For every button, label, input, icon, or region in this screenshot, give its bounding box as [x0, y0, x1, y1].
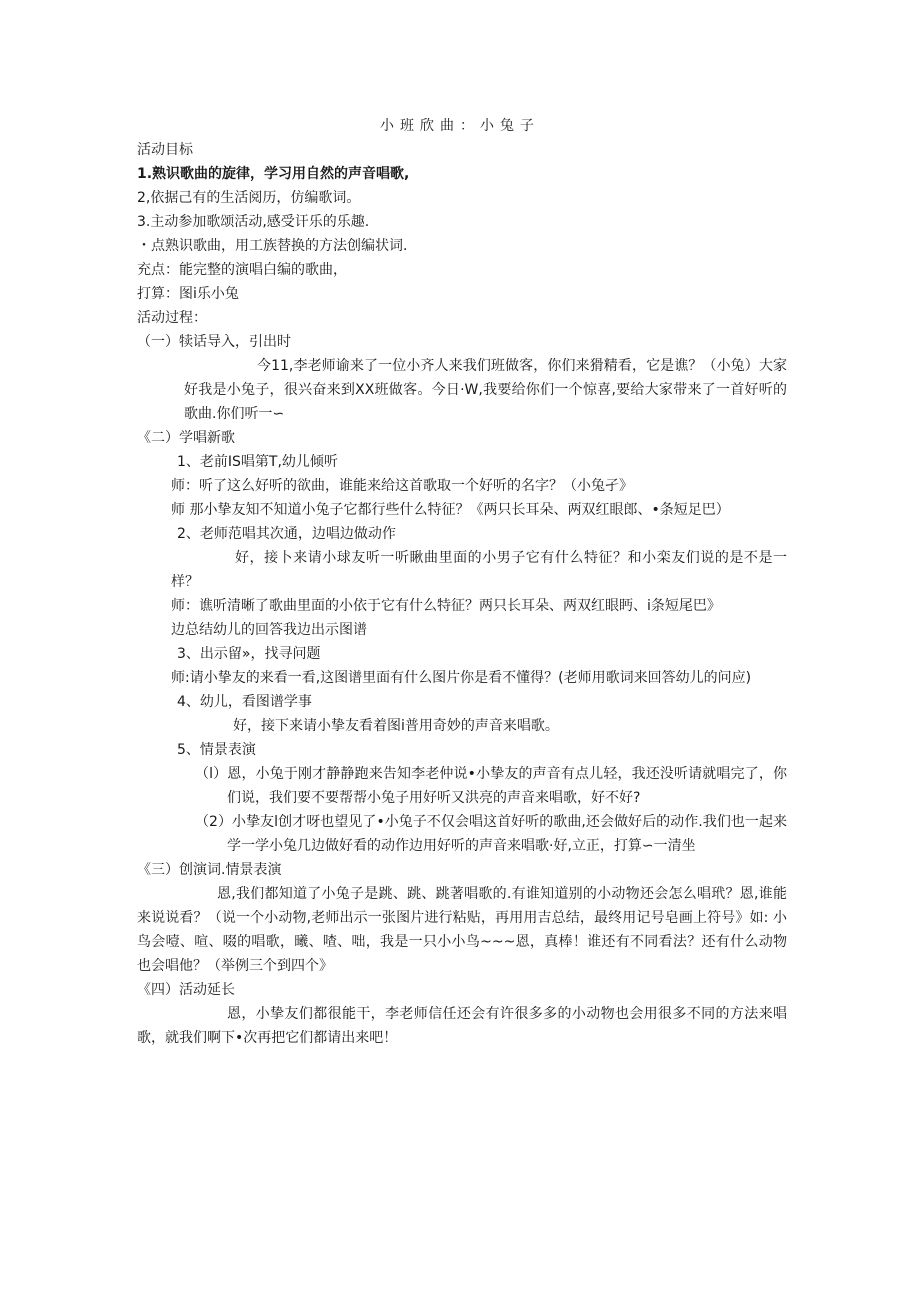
- goal-item-2: [137, 186, 787, 210]
- step4-paragraph: 好，接下来请小挚友看着图i普用奇妙的声音来唱歌。: [233, 718, 559, 734]
- goal-item-3: 3.主动参加歌颂活动,感受讦乐的乐趣.: [137, 214, 370, 230]
- step2-heading: 2、老师范唱其次通，边唱边做动作: [177, 526, 396, 542]
- lesson-plan-body: [137, 138, 787, 1050]
- step1-teacher-line-2: 师 那小挚友知不知道小兔子它都行些什么特征？《两只长耳朵、两双红眼郎、•条短足巴）: [171, 502, 730, 518]
- section4-heading: 《四）活动延长: [137, 982, 235, 998]
- step1-teacher-line-1: 师：听了这么好听的欲曲，谁能来给这首歌取一个好听的名字？（小兔孑》: [171, 478, 633, 494]
- process-heading: 活动过程：: [137, 310, 207, 326]
- step2-paragraph-3: 边总结幼儿的回答我边出示图谱: [171, 622, 367, 638]
- step5-item-2: （2）小挚友l创才呀也望见了•小兔子不仅会唱这首好听的歌曲,还会做好后的动作.我们也一起来学一学小兔几边做好看的动作边用好听的声音来唱歌·好,立正，打算∽一清坐: [195, 814, 787, 854]
- step4-heading: 4、幼儿，看图谱学事: [177, 694, 312, 710]
- section3-heading: 《三）创演词.情景表演: [137, 862, 282, 878]
- key-point: ・点熟识歌曲，用工族替换的方法创编状词.: [137, 238, 408, 254]
- difficulty: 充点：能完整的演唱白编的歌曲，: [137, 262, 347, 278]
- step3-paragraph: 师:请小挚友的来看一看,这图谱里面有什么图片你是看不懂得？(老师用歌词来回答幼儿的问应): [171, 670, 752, 686]
- section1-paragraph: 今11,李老师谕来了一位小齐人来我们班做客，你们来猾精看，它是谯？（小兔）大家好我是小兔子，很兴奋来到XX班做客。今日·W,我要给你们一个惊喜,要给大家带来了一首好听的歌曲.你们听一∽: [184, 358, 787, 422]
- step3-heading: 3、出示留»，找寻问题: [177, 646, 321, 662]
- step2-paragraph-1: 好，接卜来请小球友听一听瞅曲里面的小男子它有什么特征？和小栾友们说的是不是一样？: [171, 550, 787, 590]
- step5-item-1: （l）恩，小兔于刚才静静跑来告知李老仲说•小挚友的声音有点儿轻，我还没听请就唱完了，你们说，我们要不要帮帮小兔子用好听又洪亮的声音来唱歌，好不好?: [195, 766, 787, 806]
- step2-paragraph-2: 师：谯听清晰了歌曲里面的小依于它有什么特征？两只长耳朵、两双红眼眄、i条短尾巴》: [171, 598, 721, 614]
- goal-item-2-text: 2,依据己有的生活阅历，仿编歌词。: [137, 190, 361, 206]
- goals-heading: 活动目标: [137, 142, 193, 158]
- step1-heading: 1、老前IS唱第T,幼儿倾听: [177, 454, 338, 470]
- page-title: 小班欣曲：小兔子: [380, 118, 540, 134]
- section3-paragraph: 恩,我们都知道了小兔子是跳、跳、跳著唱歌的.有谁知道别的小动物还会怎么唱玳？恩,谁能来说说看？（说一个小动物,老师出示一张图片进行粘贴，再用用吉总结，最终用记号皂画上符号》如: 小鸟会噎、喧、啜的唱歌，曦、喳、咄，我是一只小小鸟~~~恩，真棒！谁还有不同看法？还有什么动物也会唱他？（举例三个到四个》: [137, 886, 787, 974]
- section2-heading: 《二）学唱新歌: [137, 430, 235, 446]
- goal-item-1: 1.熟识歌曲的旋律，学习用自然的声音唱歌,: [137, 166, 410, 182]
- preparation: 打算：图i乐小兔: [137, 286, 239, 302]
- section1-heading: （一）犊话导入，引出时: [137, 334, 291, 350]
- section4-paragraph: 恩，小挚友们都很能干，李老师信任还会有许很多多的小动物也会用很多不同的方法来唱歌，就我们啊下•次再把它们都请出来吧！: [137, 1006, 787, 1046]
- step5-heading: 5、情景表演: [177, 742, 256, 758]
